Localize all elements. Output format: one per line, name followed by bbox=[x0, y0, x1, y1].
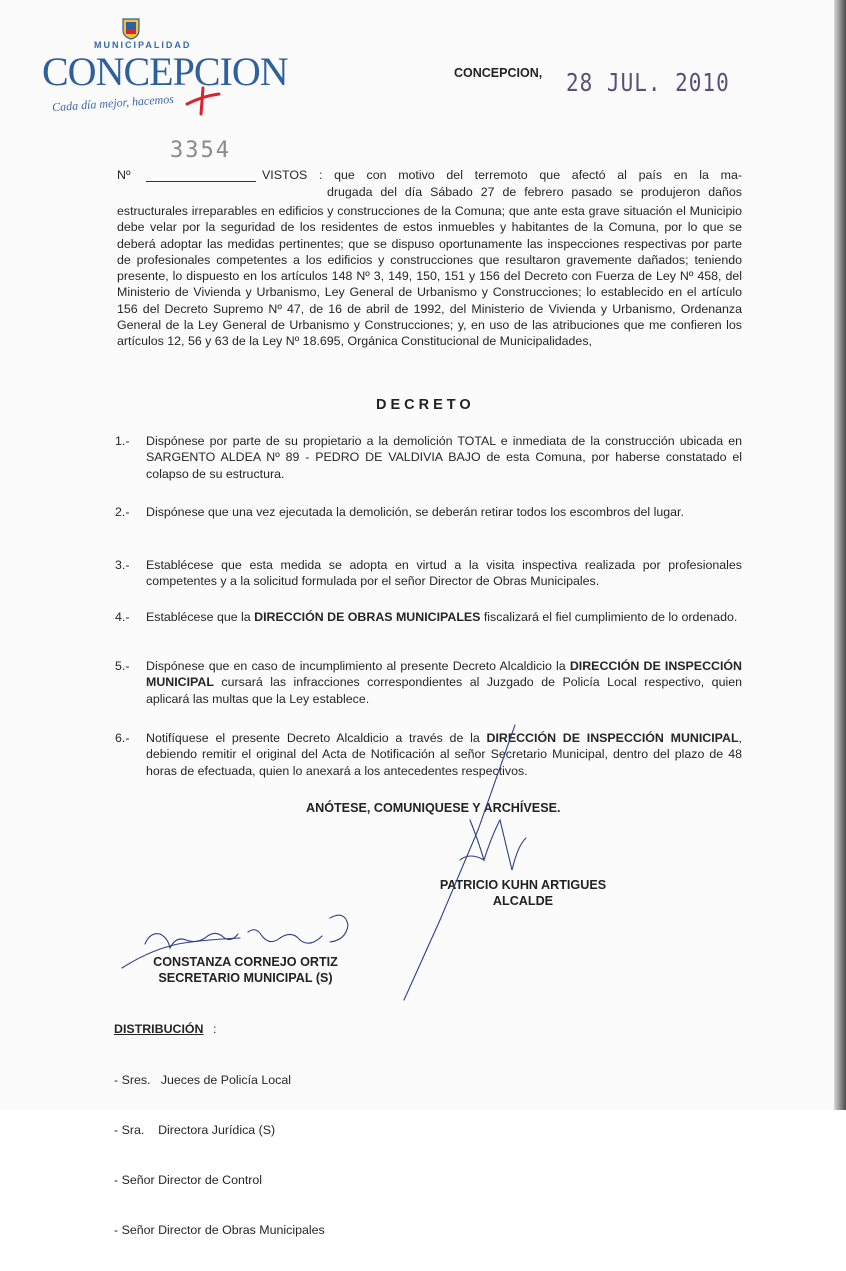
logo-top-text: MUNICIPALIDAD bbox=[94, 40, 192, 50]
vistos-paragraph: estructurales irreparables en edificios y construcciones de la Comuna; que ante esta grave situación el Municipio debe velar por la seguridad de los residentes de estos inmuebles y habitantes de la Comuna, por lo que se deberá adoptar las medidas pertinentes; que se dispuso oportunamente las inspecciones respectivas por parte de profesionales competentes a los edificios y construcciones que resultaron gravemente dañados; teniendo presente, lo dispuesto en los artículos 148 Nº 3, 149, 150, 151 y 156 del Decreto con Fuerza de Ley Nº 458, del Ministerio de Vivienda y Urbanismo, Ley General de Urbanismo y Construcciones; lo establecido en el artículo 156 del Decreto Supremo Nº 47, de 16 de abril de 1992, del Ministerio de Vivienda y Urbanismo, Ordenanza General de la Ley General de Urbanismo y Construcciones; y, en uso de las atribuciones que me confieren los artículos 12, 56 y 63 de la Ley Nº 18.695, Orgánica Constitucional de Municipalidades, bbox=[117, 204, 742, 349]
decree-heading: DECRETO bbox=[376, 397, 475, 413]
vistos-line-1: VISTOS : que con motivo del terremoto que afectó al país en la ma- bbox=[262, 168, 742, 182]
item-number: 1.- bbox=[115, 434, 130, 448]
item-number: 6.- bbox=[115, 731, 130, 745]
item-number: 2.- bbox=[115, 505, 130, 519]
scan-bottom-margin bbox=[0, 1110, 846, 1122]
mayor-title: ALCALDE bbox=[492, 894, 554, 908]
distribution-colon: : bbox=[213, 1022, 217, 1036]
item-text: Dispónese que una vez ejecutada la demolición, se deberán retirar todos los escombros del lugar. bbox=[146, 505, 684, 519]
mayor-signature-stroke bbox=[404, 725, 526, 1000]
decree-number-stamp: 3354 bbox=[170, 138, 231, 163]
item-text: Establécese que la DIRECCIÓN DE OBRAS MUNICIPALES fiscalizará el fiel cumplimiento de lo ordenado. bbox=[146, 610, 738, 624]
mayor-name: PATRICIO KUHN ARTIGUES bbox=[439, 878, 607, 892]
logo-tagline: Cada día mejor, hacemos bbox=[51, 91, 175, 115]
item-number: 3.- bbox=[115, 558, 130, 572]
list-item: - Señor Director de Obras Municipales bbox=[114, 1222, 325, 1237]
vistos-line-2: drugada del día Sábado 27 de febrero pasado se produjeron daños bbox=[327, 185, 742, 199]
distribution-list bbox=[114, 1039, 325, 1271]
distribution-title: DISTRIBUCIÓN bbox=[114, 1022, 204, 1036]
secretary-name: CONSTANZA CORNEJO ORTIZ bbox=[153, 955, 338, 969]
scan-edge-shadow bbox=[834, 0, 846, 1110]
logo-wordmark: CONCEPCION bbox=[42, 49, 288, 94]
item-text: Establécese que esta medida se adopta en virtud a la visita inspectiva realizada por profesionales competentes y a la solicitud formulada por el señor Director de Obras Municipales. bbox=[146, 558, 742, 589]
number-label: Nº bbox=[117, 168, 131, 182]
item-text: Dispónese por parte de su propietario a la demolición TOTAL e inmediata de la construcción ubicada en SARGENTO ALDEA Nº 89 - PEDRO DE VALDIVIA BAJO de esta Comuna, por haberse constatado el colapso de su estructura. bbox=[146, 434, 742, 481]
closing-formula: ANÓTESE, COMUNIQUESE Y ARCHÍVESE. bbox=[306, 801, 561, 815]
list-item: - Sres. Jueces de Policía Local bbox=[114, 1073, 291, 1088]
secretary-signature-stroke bbox=[122, 915, 348, 968]
place-label: CONCEPCION, bbox=[454, 66, 543, 80]
secretary-title: SECRETARIO MUNICIPAL (S) bbox=[158, 971, 333, 985]
date-stamp: 28 JUL. 2010 bbox=[566, 68, 730, 97]
item-text: Notifíquese el presente Decreto Alcaldicio a través de la DIRECCIÓN DE INSPECCIÓN MUNICIPAL, debiendo remitir el original del Acta de Notificación al señor Secretario Municipal, dentro del plazo de 48 horas de efectuada, quien lo anexará a los antecedentes respectivos. bbox=[146, 731, 742, 778]
list-item: - Señor Director de Control bbox=[114, 1172, 263, 1187]
item-number: 4.- bbox=[115, 610, 130, 624]
list-item: - Sra. Directora Jurídica (S) bbox=[114, 1122, 276, 1137]
item-text: Dispónese que en caso de incumplimiento al presente Decreto Alcaldicio la DIRECCIÓN DE INSPECCIÓN MUNICIPAL cursará las infracciones correspondientes al Juzgado de Policía Local respectivo, quien aplicará las multas que la Ley establece. bbox=[146, 659, 743, 706]
item-number: 5.- bbox=[115, 659, 130, 673]
